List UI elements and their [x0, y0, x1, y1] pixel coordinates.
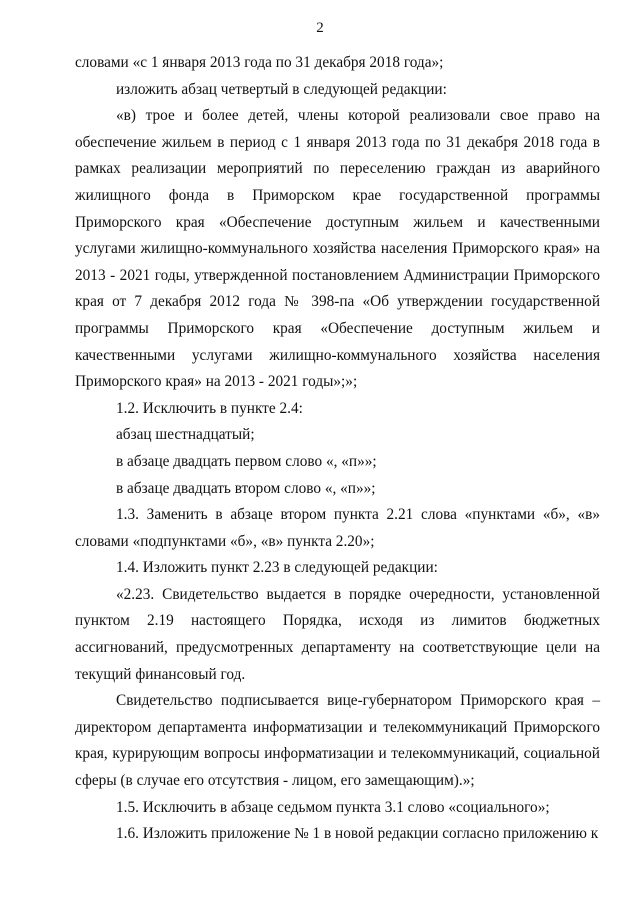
paragraph: Свидетельство подписывается вице-губернатором Приморского края – директором департамента информатизации и телекоммуникаций Приморского края, курирующим вопросы информатизации и телекоммуникаций, социальной сферы (в случае его отсутствия - лицом, его замещающим).»; — [75, 692, 600, 790]
paragraph: 1.6. Изложить приложение № 1 в новой редакции согласно приложению к — [116, 825, 599, 843]
paragraph: 1.3. Заменить в абзаце втором пункта 2.21 слова «пунктами «б», «в» словами «подпунктами «б», «в» пункта 2.20»; — [75, 506, 600, 550]
paragraph: 1.5. Исключить в абзаце седьмом пункта 3.1 слово «социального»; — [116, 798, 550, 816]
paragraph: абзац шестнадцатый; — [116, 426, 255, 444]
document-body — [75, 50, 600, 848]
paragraph: словами «с 1 января 2013 года по 31 декабря 2018 года»; — [75, 54, 444, 71]
paragraph: в абзаце двадцать первом слово «, «п»»; — [116, 452, 377, 470]
paragraph: изложить абзац четвертый в следующей редакции: — [116, 80, 447, 98]
paragraph: 1.4. Изложить пункт 2.23 в следующей редакции: — [116, 559, 438, 577]
paragraph: в абзаце двадцать втором слово «, «п»»; — [116, 479, 376, 497]
paragraph: 1.2. Исключить в пункте 2.4: — [116, 399, 303, 417]
paragraph: «в) трое и более детей, члены которой реализовали свое право на обеспечение жильем в период с 1 января 2013 года по 31 декабря 2018 года в рамках реализации мероприятий по переселению граждан из аварийного жилищного фонда в Приморском крае государственной программы Приморского края «Обеспечение доступным жильем и качественными услугами жилищно-коммунального хозяйства населения Приморского края» на 2013 - 2021 годы, утвержденной постановлением Администрации Приморского края от 7 декабря 2012 года № 398-па «Об утверждении государственной программы Приморского края «Обеспечение доступным жильем и качественными услугами жилищно-коммунального хозяйства населения Приморского края» на 2013 - 2021 годы»;»; — [75, 107, 600, 391]
paragraph: «2.23. Свидетельство выдается в порядке очередности, установленной пунктом 2.19 настоящего Порядка, исходя из лимитов бюджетных ассигнований, предусмотренных департаменту на соответствующие цели на текущий финансовый год. — [75, 585, 600, 683]
page-number: 2 — [316, 20, 324, 36]
